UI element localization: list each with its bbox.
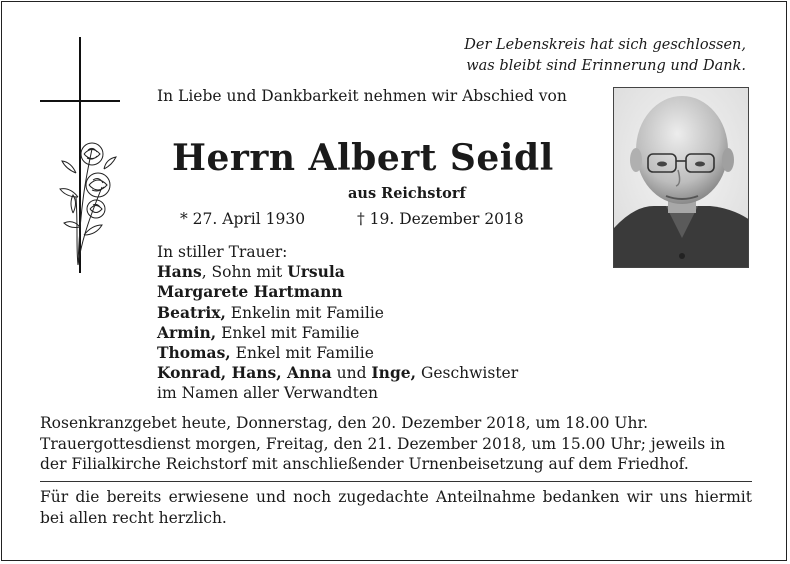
memorial-quote [464,35,746,77]
mourner-relation: Geschwister [416,364,519,383]
death-date: † 19. Dezember 2018 [357,210,524,228]
portrait-photo [613,87,749,268]
mourners-list [157,242,597,404]
mourner-relation: und [331,364,372,383]
intro-text: In Liebe und Dankbarkeit nehmen wir Abschied von [157,87,567,105]
mourner-name: Beatrix, [157,302,226,322]
mourner-line [157,343,597,363]
mourner-line [157,303,597,323]
service-line-2: Trauergottesdienst morgen, Freitag, den 21. Dezember 2018, um 15.00 Uhr; jeweils in [40,434,726,453]
mourner-relation: Enkel mit Familie [230,344,374,363]
mourner-name: Margarete Hartmann [157,282,343,302]
mourner-relation: , Sohn mit [201,263,288,282]
mourner-relation: Enkelin mit Familie [225,303,384,322]
mourner-line [157,323,597,343]
service-line-1: Rosenkranzgebet heute, Donnerstag, den 20. Dezember 2018, um 18.00 Uhr. [40,414,649,432]
mourner-relation: im Namen aller Verwandten [157,384,378,403]
mourner-name: Hans [157,262,202,282]
mourner-name: Inge, [371,363,417,383]
mourner-name: Thomas, [157,343,231,363]
divider-line [40,481,752,482]
thanks-text: Für die bereits erwiesene und noch zugedachte Anteilnahme bedanken wir uns hiermit bei allen recht herzlich. [40,488,752,527]
mourners-heading: In stiller Trauer: [157,243,288,261]
mourner-name: Konrad, Hans, Anna [157,363,332,383]
service-line-3: der Filialkirche Reichstorf mit anschließender Urnenbeisetzung auf dem Friedhof. [40,455,689,473]
mourner-line [157,383,597,403]
quote-line-1: Der Lebenskreis hat sich geschlossen, [464,37,746,53]
mourner-line [157,363,597,383]
quote-line-2: was bleibt sind Erinnerung und Dank. [466,58,746,74]
deceased-name: Herrn Albert Seidl [172,137,554,179]
mourner-line [157,262,597,282]
mourner-name: Ursula [287,262,345,282]
mourner-relation: Enkel mit Familie [216,323,360,342]
mourner-line [157,282,597,302]
mourner-name: Armin, [157,322,217,342]
birth-date: * 27. April 1930 [180,210,306,228]
deceased-origin: aus Reichstorf [348,185,466,202]
service-details [40,413,752,475]
cross-with-roses-icon [40,37,120,273]
